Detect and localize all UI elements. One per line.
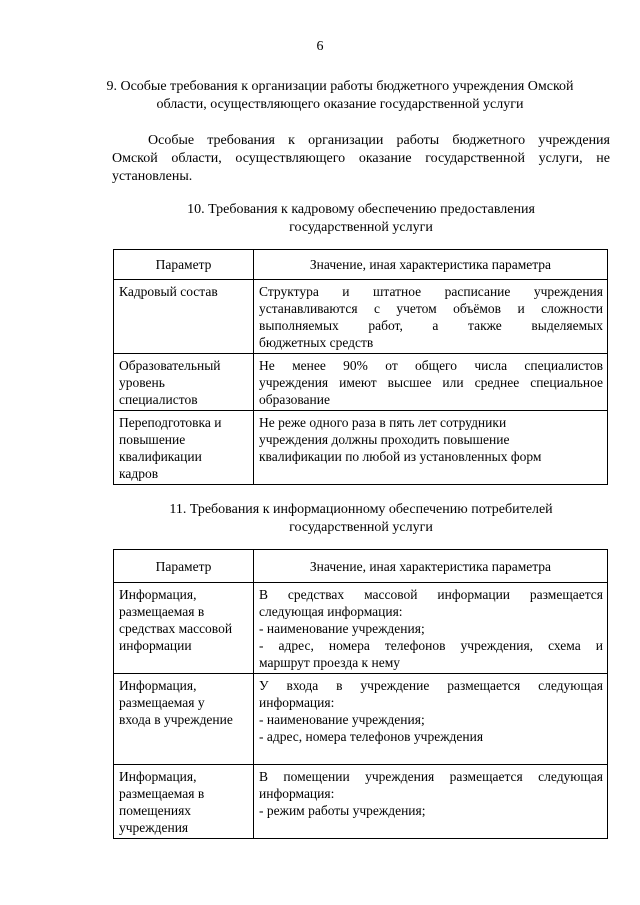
param-text: Переподготовка и [119, 415, 222, 430]
value-cell [254, 674, 608, 765]
value-text: - наименование учреждения; [259, 712, 425, 727]
section-9-body [112, 132, 610, 186]
value-text: В помещении учреждения размещается следующая [259, 769, 603, 784]
value-text: информация: [259, 695, 335, 710]
param-text: Кадровый состав [119, 284, 218, 299]
header-value: Значение, иная характеристика параметра [254, 550, 608, 583]
value-text: - наименование учреждения; [259, 621, 425, 636]
value-text: маршрут проезда к нему [259, 655, 400, 670]
section-9-body-line-2: Омской области, осуществляющего оказание государственной услуги, не [112, 151, 610, 166]
param-text: повышение [119, 432, 186, 447]
section-11-title-line-2: государственной услуги [289, 520, 433, 535]
value-text: Не реже одного раза в пять лет сотрудники [259, 415, 507, 430]
param-text: специалистов [119, 392, 198, 407]
value-text: выполняемых работ, а также выделяемых [259, 318, 603, 333]
param-text: кадров [119, 466, 159, 481]
section-9-body-line-1: Особые требования к организации работы бюджетного учреждения [148, 133, 610, 148]
table-row [114, 583, 608, 674]
section-9-title-line-1: 9. Особые требования к организации работы бюджетного учреждения Омской [106, 79, 574, 94]
staffing-table [113, 249, 608, 485]
value-cell [254, 411, 608, 485]
value-text: - адрес, номера телефонов учреждения, схема и [259, 638, 603, 653]
value-text: В средствах массовой информации размещается [259, 587, 603, 602]
value-text: У входа в учреждение размещается следующая [259, 678, 603, 693]
section-10-title [112, 201, 610, 237]
param-cell [114, 411, 254, 485]
value-text: учреждения имеют высшее или среднее специальное [259, 375, 603, 390]
param-text: размещаемая в [119, 604, 205, 619]
param-cell [114, 674, 254, 765]
value-text: квалификации по любой из установленных форм [259, 449, 542, 464]
param-text: размещаемая у [119, 695, 205, 710]
information-table [113, 549, 608, 839]
param-text: средствах массовой [119, 621, 233, 636]
value-cell [254, 765, 608, 839]
table-row [114, 674, 608, 765]
param-text: Информация, [119, 678, 197, 693]
value-text: информация: [259, 786, 335, 801]
value-cell [254, 583, 608, 674]
information-table-header [114, 550, 608, 583]
table-row [114, 765, 608, 839]
param-text: Образовательный [119, 358, 221, 373]
value-text: образование [259, 392, 330, 407]
param-text: Информация, [119, 769, 197, 784]
header-param: Параметр [114, 250, 254, 280]
section-9-body-line-3: установлены. [112, 169, 193, 184]
value-cell [254, 280, 608, 354]
staffing-table-header [114, 250, 608, 280]
param-text: Информация, [119, 587, 197, 602]
header-value: Значение, иная характеристика параметра [254, 250, 608, 280]
value-text: учреждения должны проходить повышение [259, 432, 510, 447]
param-cell [114, 354, 254, 411]
section-10-title-line-2: государственной услуги [289, 220, 433, 235]
table-row [114, 411, 608, 485]
value-text: Структура и штатное расписание учреждения [259, 284, 603, 299]
param-cell [114, 765, 254, 839]
section-9-title [60, 78, 620, 114]
param-text: помещениях [119, 803, 192, 818]
param-text: квалификации [119, 449, 202, 464]
param-cell [114, 280, 254, 354]
value-text: устанавливаются с учетом объёмов и сложности [259, 301, 603, 316]
param-text: входа в учреждение [119, 712, 233, 727]
table-row [114, 354, 608, 411]
param-text: уровень [119, 375, 165, 390]
param-text: информации [119, 638, 192, 653]
page-number: 6 [316, 39, 324, 54]
section-11-title [112, 501, 610, 537]
value-text: Не менее 90% от общего числа специалистов [259, 358, 603, 373]
section-9-title-line-2: области, осуществляющего оказание государственной услуги [156, 97, 524, 112]
table-row [114, 280, 608, 354]
header-param: Параметр [114, 550, 254, 583]
value-text: бюджетных средств [259, 335, 374, 350]
section-11-title-line-1: 11. Требования к информационному обеспечению потребителей [169, 502, 553, 517]
param-cell [114, 583, 254, 674]
value-text: - режим работы учреждения; [259, 803, 426, 818]
value-cell [254, 354, 608, 411]
value-text: следующая информация: [259, 604, 403, 619]
param-text: размещаемая в [119, 786, 205, 801]
param-text: учреждения [119, 820, 189, 835]
section-10-title-line-1: 10. Требования к кадровому обеспечению предоставления [187, 202, 535, 217]
value-text: - адрес, номера телефонов учреждения [259, 729, 484, 744]
